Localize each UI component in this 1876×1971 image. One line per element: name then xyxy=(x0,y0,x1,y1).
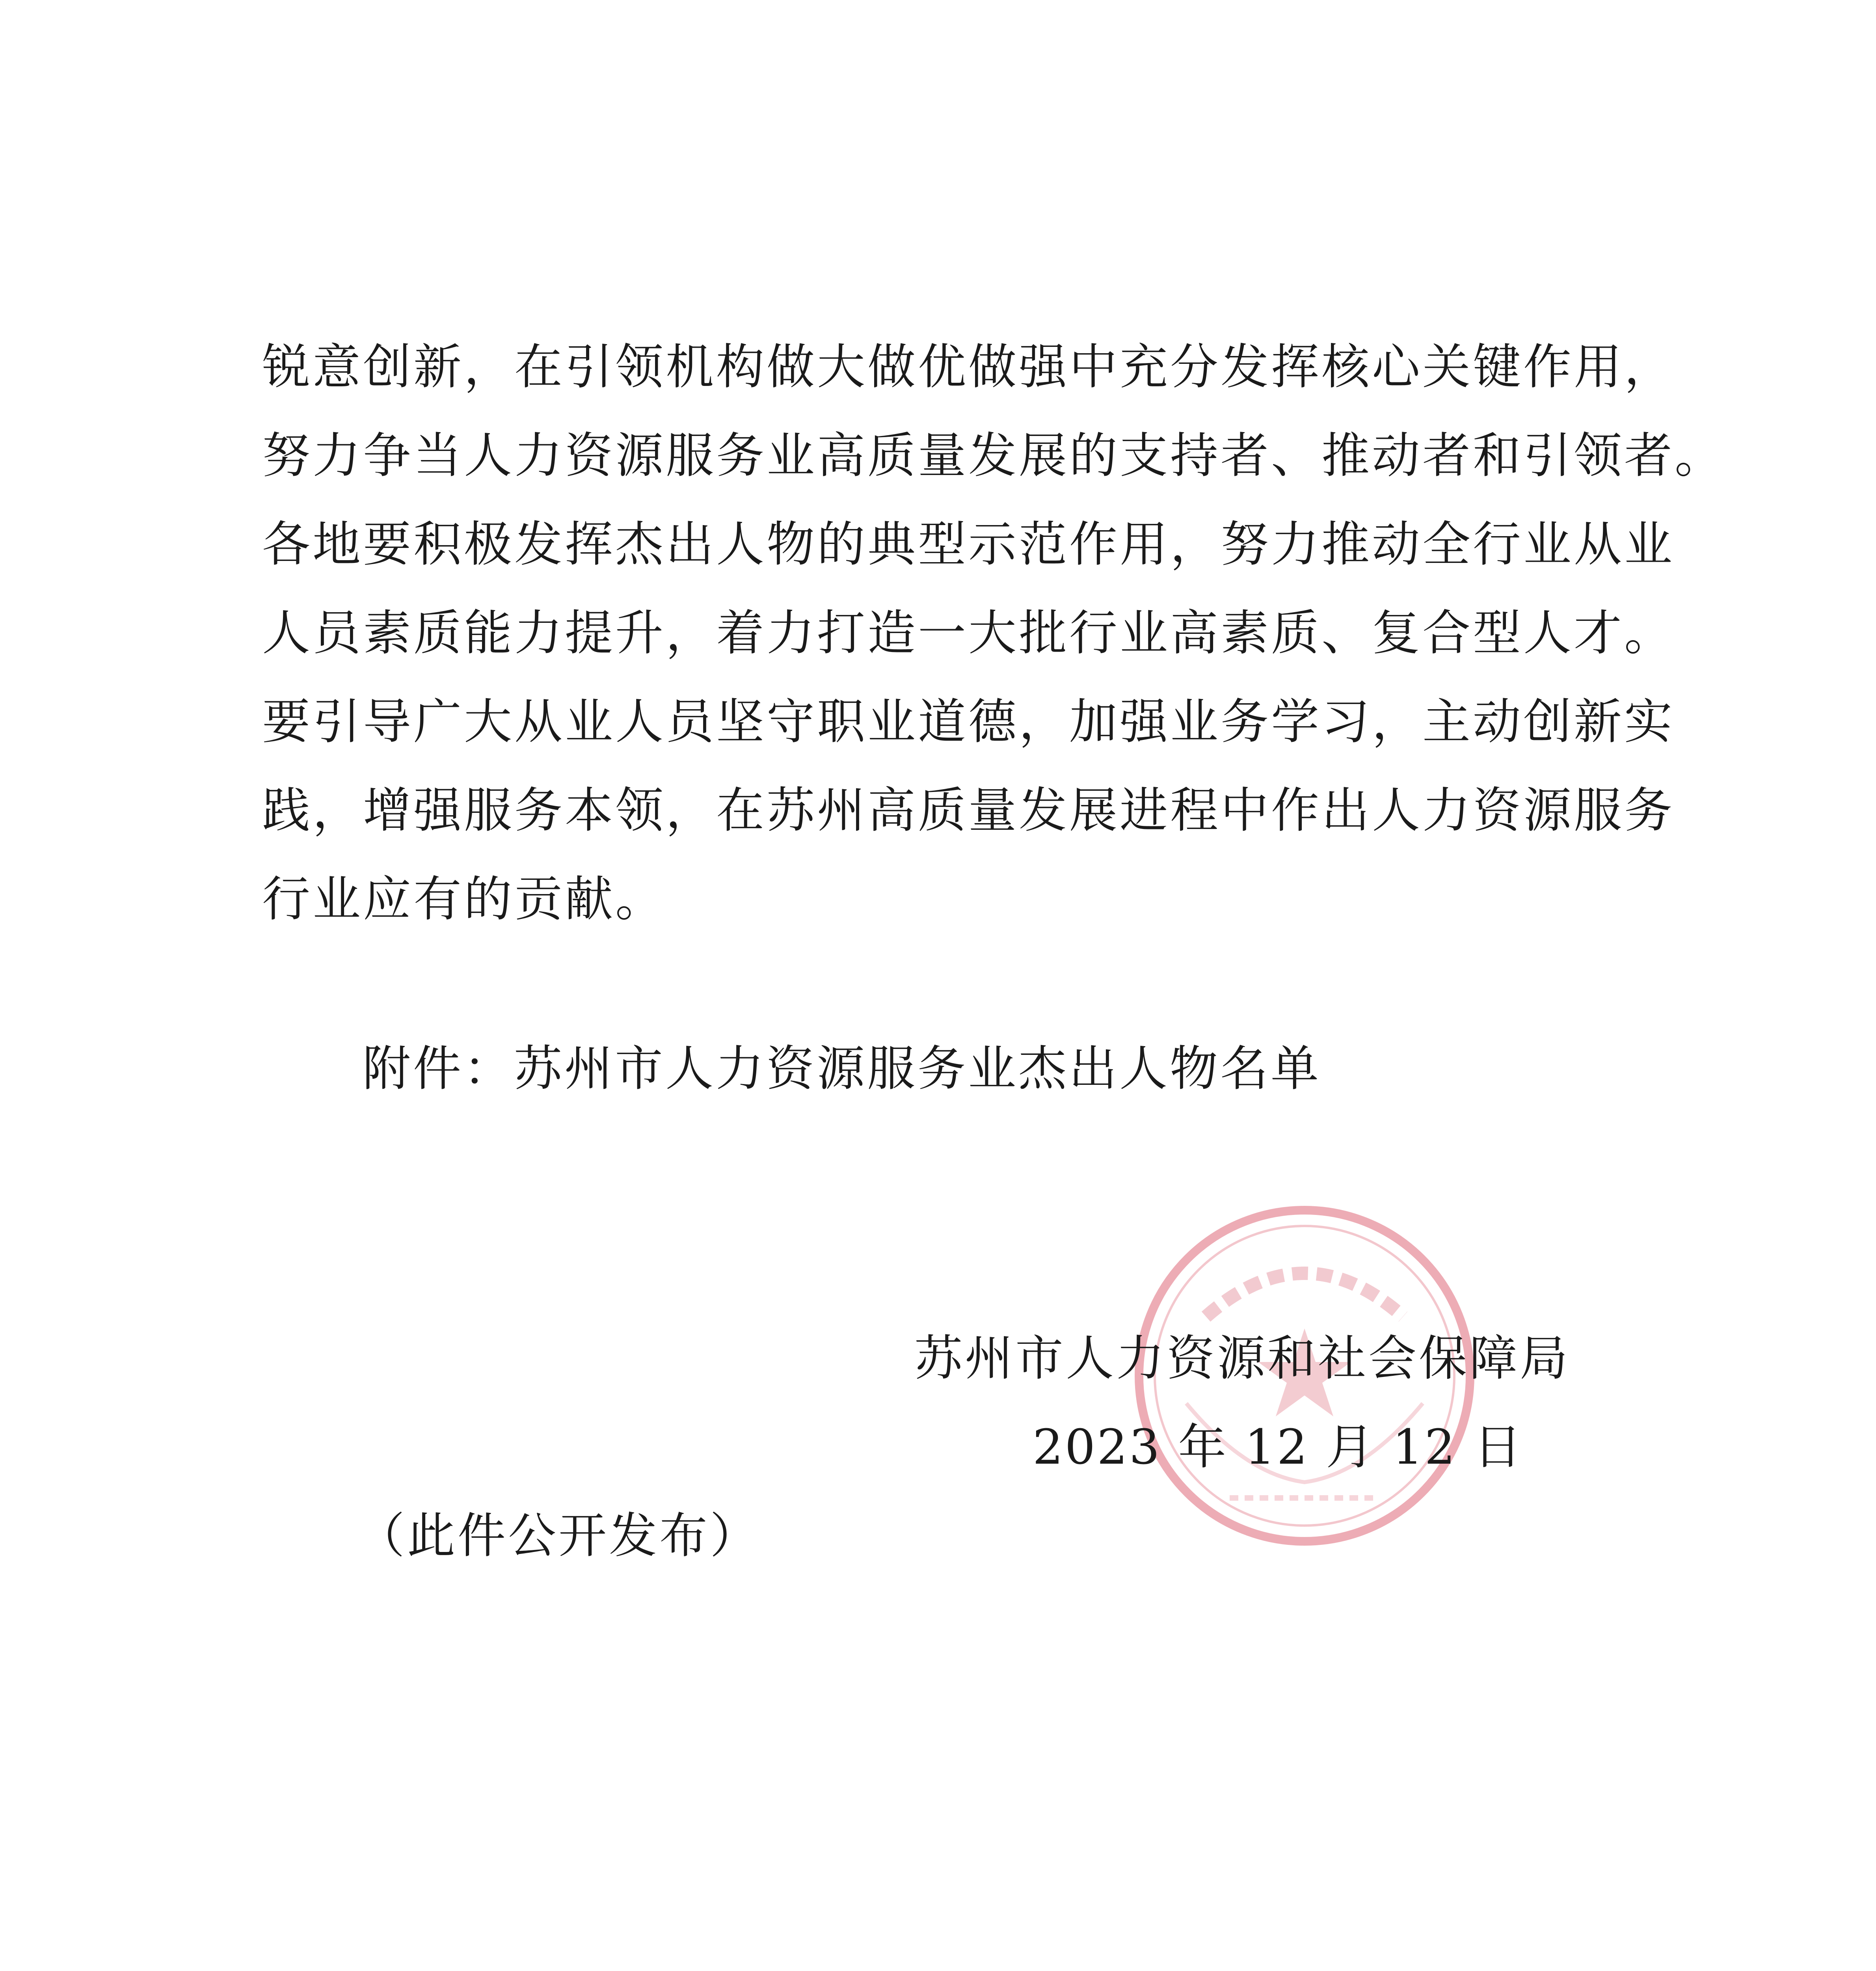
issuing-organization: 苏州市人力资源和社会保障局 xyxy=(914,1330,1570,1386)
public-release-note: （此件公开发布） xyxy=(357,1508,760,1564)
issue-date: 2023 年 12 月 12 日 xyxy=(1033,1419,1523,1475)
body-line-3: 各地要积极发挥杰出人物的典型示范作用，努力推动全行业从业 xyxy=(262,516,1675,572)
body-line-5: 要引导广大从业人员坚守职业道德，加强业务学习，主动创新实 xyxy=(262,694,1675,750)
body-line-1: 锐意创新，在引领机构做大做优做强中充分发挥核心关键作用， xyxy=(262,339,1675,395)
body-line-4: 人员素质能力提升，着力打造一大批行业高素质、复合型人才。 xyxy=(262,605,1675,661)
body-line-2: 努力争当人力资源服务业高质量发展的支持者、推动者和引领者。 xyxy=(262,428,1725,484)
body-line-6: 践，增强服务本领，在苏州高质量发展进程中作出人力资源服务 xyxy=(262,782,1675,838)
body-line-7: 行业应有的贡献。 xyxy=(262,871,666,927)
attachment-line: 附件：苏州市人力资源服务业杰出人物名单 xyxy=(363,1041,1321,1097)
